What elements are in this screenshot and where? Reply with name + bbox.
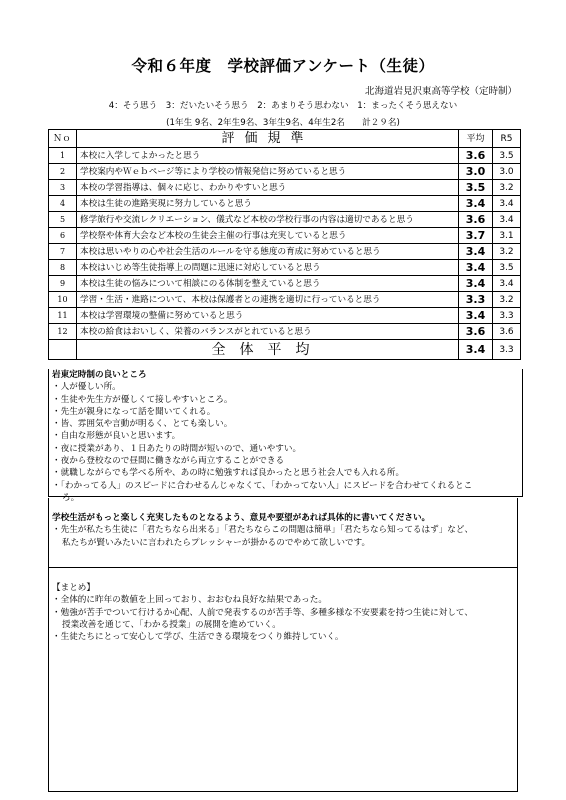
- table-row: [49, 196, 521, 212]
- row-item: 学校祭や体育大会など本校の生徒会主催の行事は充実していると思う: [77, 228, 459, 244]
- row-no: 11: [49, 308, 77, 324]
- total-average: 3.4: [459, 340, 493, 360]
- row-no: 9: [49, 276, 77, 292]
- summary-section: [48, 568, 518, 792]
- table-row: [49, 276, 521, 292]
- school-name: 北海道岩見沢東高等学校（定時制）: [364, 86, 517, 97]
- request-line: 私たちが賢いみたいに言われたらプレッシャーが掛かるのでやめて欲しいです。: [62, 537, 371, 548]
- row-no: 12: [49, 324, 77, 340]
- row-no: 2: [49, 164, 77, 180]
- good-point: ろ。: [62, 492, 80, 503]
- table-row: [49, 244, 521, 260]
- summary-line: ・生徒たちにとって安心して学び、生活できる環境をつくり維持していく。: [52, 632, 344, 643]
- header-no: Ｎｏ: [49, 130, 77, 148]
- table-row: [49, 324, 521, 340]
- good-points-section: [48, 369, 523, 503]
- total-r5: 3.3: [493, 340, 521, 360]
- table-row: [49, 212, 521, 228]
- row-average: 3.4: [459, 244, 493, 260]
- row-r5: 3.3: [493, 308, 521, 324]
- row-average: 3.4: [459, 196, 493, 212]
- row-average: 3.3: [459, 292, 493, 308]
- row-r5: 3.1: [493, 228, 521, 244]
- row-r5: 3.2: [493, 292, 521, 308]
- row-r5: 3.5: [493, 260, 521, 276]
- table-row: [49, 292, 521, 308]
- row-no: 6: [49, 228, 77, 244]
- row-r5: 3.4: [493, 276, 521, 292]
- header-r5: R5: [493, 130, 521, 148]
- row-average: 3.7: [459, 228, 493, 244]
- summary-line: ・全体的に昨年の数値を上回っており、おおむね良好な結果であった。: [52, 595, 327, 606]
- row-no: 4: [49, 196, 77, 212]
- row-average: 3.4: [459, 276, 493, 292]
- row-no: 5: [49, 212, 77, 228]
- row-r5: 3.2: [493, 244, 521, 260]
- row-no: 3: [49, 180, 77, 196]
- row-item: 本校の給食はおいしく、栄養のバランスがとれていると思う: [77, 324, 459, 340]
- good-point: ・夜に授業があり、１日あたりの時間が短いので、通いやすい。: [52, 443, 302, 454]
- row-r5: 3.5: [493, 148, 521, 164]
- row-item: 本校は生徒の進路実現に努力していると思う: [77, 196, 459, 212]
- table-row: [49, 228, 521, 244]
- good-point: ・就職しながらでも学べる所や、あの時に勉強すれば良かったと思う社会人でも入れる所。: [52, 468, 405, 479]
- good-point: ・「わかってる人」のスピードに合わせるんじゃなくて、「わかってない人」にスピードを合わせてくれるとこ: [52, 480, 473, 491]
- rating-scale: 4：そう思う 3：だいたいそう思う 2：あまりそう思わない 1：まったくそう思えない: [108, 101, 458, 111]
- summary-line: ・勉強が苦手でついて行けるか心配、人前で発表するのが苦手等、多種多様な不安要素を持つ生徒に対して、: [52, 607, 473, 618]
- row-item: 修学旅行や交流レクリエーション、儀式など本校の学校行事の内容は適切であると思う: [77, 212, 459, 228]
- row-r5: 3.0: [493, 164, 521, 180]
- table-row: [49, 164, 521, 180]
- header-average: 平均: [459, 130, 493, 148]
- document-title: 令和６年度 学校評価アンケート（生徒）: [131, 57, 435, 75]
- row-item: 本校は学習環境の整備に努めていると思う: [77, 308, 459, 324]
- row-no: 1: [49, 148, 77, 164]
- table-header-row: [49, 130, 521, 148]
- good-point: ・皆、雰囲気や言動が明るく、とても楽しい。: [52, 419, 233, 430]
- row-r5: 3.4: [493, 212, 521, 228]
- row-no: 7: [49, 244, 77, 260]
- total-label: 全体平均: [77, 340, 459, 360]
- row-average: 3.6: [459, 148, 493, 164]
- good-point: ・生徒や先生方が優しくて接しやすいところ。: [52, 394, 233, 405]
- table-row: [49, 180, 521, 196]
- row-item: 学習・生活・進路について、本校は保護者との連携を適切に行っていると思う: [77, 292, 459, 308]
- table-row: [49, 260, 521, 276]
- summary-heading: 【まとめ】: [52, 583, 95, 593]
- good-points-heading: 岩東定時制の良いところ: [52, 370, 147, 380]
- summary-line: 授業改善を通じて、「わかる授業」の展開を進めていく。: [62, 619, 281, 630]
- row-r5: 3.2: [493, 180, 521, 196]
- row-item: 本校は思いやりの心や社会生活のルールを守る態度の育成に努めていると思う: [77, 244, 459, 260]
- total-row: [49, 340, 521, 360]
- good-point: ・自由な形態が良いと思います。: [52, 431, 181, 442]
- requests-heading: 学校生活がもっと楽しく充実したものとなるよう、意見や要望があれば具体的に書いてください。: [52, 513, 431, 523]
- table-row: [49, 148, 521, 164]
- row-average: 3.5: [459, 180, 493, 196]
- row-no: 10: [49, 292, 77, 308]
- request-line: ・先生が私たち生徒に「君たちなら出来る」「君たちならこの問題は簡単」「君たちなら知ってるはず」など、: [52, 525, 474, 536]
- row-item: 学校案内やＷｅｂページ等により学校の情報発信に努めていると思う: [77, 164, 459, 180]
- evaluation-table: [48, 129, 521, 360]
- row-item: 本校はいじめ等生徒指導上の問題に迅速に対応していると思う: [77, 260, 459, 276]
- row-average: 3.4: [459, 308, 493, 324]
- row-average: 3.6: [459, 324, 493, 340]
- good-point: ・夜から登校なので昼間に働きながら両立することができる: [52, 456, 285, 467]
- row-r5: 3.6: [493, 324, 521, 340]
- good-point: ・人が優しい所。: [52, 382, 121, 393]
- header-criteria: 評価規準: [77, 130, 459, 148]
- row-average: 3.4: [459, 260, 493, 276]
- row-no: 8: [49, 260, 77, 276]
- requests-section: [48, 498, 518, 568]
- row-average: 3.6: [459, 212, 493, 228]
- table-row: [49, 308, 521, 324]
- good-point: ・先生が親身になって話を聞いてくれる。: [52, 406, 216, 417]
- respondent-counts: (1年生 9名、2年生9名、3年生9名、4年生2名 計２９名): [166, 118, 400, 128]
- row-item: 本校に入学してよかったと思う: [77, 148, 459, 164]
- total-spacer: [49, 340, 77, 360]
- row-average: 3.0: [459, 164, 493, 180]
- row-item: 本校の学習指導は、個々に応じ、わかりやすいと思う: [77, 180, 459, 196]
- row-r5: 3.4: [493, 196, 521, 212]
- row-item: 本校は生徒の悩みについて相談にのる体制を整えていると思う: [77, 276, 459, 292]
